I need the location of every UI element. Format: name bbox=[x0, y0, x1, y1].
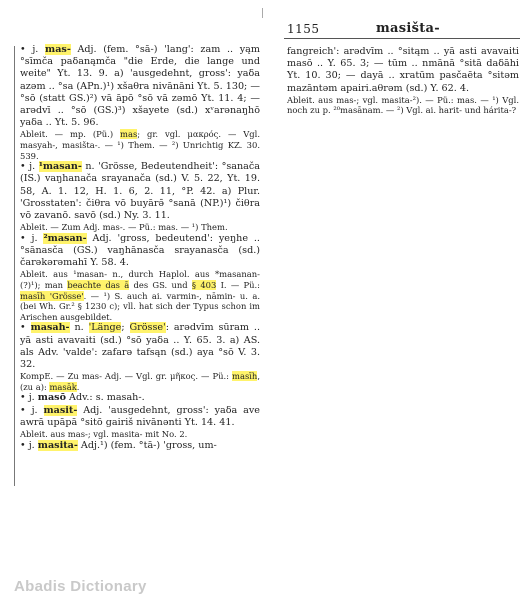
entry-text bbox=[20, 392, 260, 404]
text-segment: des GS. und bbox=[129, 280, 192, 291]
text-segment: Ableit. — Zum Adj. mas-. — Pü.: mas. — ¹) Them. bbox=[20, 222, 228, 233]
running-title: masišta- bbox=[376, 21, 440, 36]
text-segment: • j. bbox=[20, 161, 39, 173]
highlighted-term: masāk bbox=[49, 381, 77, 392]
text-segment: n. 'Grösse, Bedeutendheit': °sanača (IS.) vaŋhanača srayanača (sd.) V. 5. 22, Yt. 19. 58, A. 1. 12, H. 1. 6, 2. 11, °P. 42. a) Plur. 'Grosstaten': čiθra vō buyārə̄ °sanā (NP.)¹) čiθra vō zavanō. savō (sd.) Ny. 3. 11. bbox=[20, 161, 260, 222]
text-segment: Adj.¹) (fem. °tā-) 'gross, um- bbox=[77, 439, 217, 451]
entry-note bbox=[20, 222, 260, 233]
text-segment: n. bbox=[69, 322, 89, 334]
entry-note bbox=[287, 95, 519, 116]
highlighted-term: masah- bbox=[30, 322, 70, 334]
text-segment: ; gr. vgl. μακρός. — Vgl. masyah-, masišta-. — ¹) Them. — ²) Unrichtig KZ. 30. 539. bbox=[20, 129, 260, 161]
entry-note bbox=[20, 129, 260, 161]
highlighted-term: ²masan- bbox=[43, 232, 87, 244]
highlighted-term: Grösse' bbox=[129, 322, 166, 334]
highlighted-term: mas- bbox=[45, 44, 71, 55]
text-segment: • j. bbox=[20, 439, 38, 451]
highlighted-term: masit- bbox=[43, 404, 78, 416]
text-segment: Adj. (fem. °sā-) 'lang': zam .. yąm °sīmča paδanąmča "die Erde, die lange und weite" Yt. 13. 9. a) 'ausgedehnt, gross': yaδa azəm .. °sa (APn.)¹) xšaθra nivānāni Yt. 5. 130; — °sō (statt GS.)²) vā āpō °sō vā zəmō Yt. 11. 4; — arədvī .. °sō (GS.)³) xšayete (sd.) xᵛarənaŋhō yaδa .. Yt. 5. 96. bbox=[20, 44, 260, 129]
highlighted-term: masīh 'Grösse' bbox=[20, 290, 84, 301]
entry-text bbox=[20, 405, 260, 429]
entry-text bbox=[287, 46, 519, 95]
text-segment: • j. bbox=[20, 404, 44, 416]
entry-text bbox=[20, 44, 260, 129]
entry-text bbox=[20, 161, 260, 222]
highlighted-term: mas bbox=[120, 129, 138, 140]
text-segment: • j. bbox=[20, 232, 44, 244]
entry-note bbox=[20, 429, 260, 440]
left-margin-rule bbox=[14, 46, 15, 486]
entry-note bbox=[20, 371, 260, 392]
text-segment: Adv.: s. masah-. bbox=[65, 392, 145, 404]
text-segment: . bbox=[76, 381, 80, 392]
highlighted-term: § 403 bbox=[191, 280, 217, 291]
entry-text bbox=[20, 440, 260, 452]
entry-note bbox=[20, 269, 260, 322]
watermark: Abadis Dictionary bbox=[14, 578, 147, 595]
text-segment: fangreich': arədvīm .. °sitąm .. yā asti avavaiti masō .. Y. 65. 3; — tūm .. nmānā °sitā daδāhi Yt. 10. 30; — dayā .. xratūm pasčaēta °sitəm mazāntəm apairi.aθrəm (sd.) Y. 62. 4. bbox=[287, 46, 519, 94]
right-column bbox=[287, 46, 519, 116]
text-segment: • bbox=[20, 322, 31, 334]
entry-text bbox=[20, 233, 260, 270]
column-tick bbox=[262, 8, 263, 18]
highlighted-term: beachte das ā bbox=[67, 280, 130, 291]
text-segment: Ableit. aus mas-; vgl. masita-²). — Pü.: mas. — ¹) Vgl. noch zu p. ²⁰masānam. — ²) Vgl. ai. harit- und hárita-? bbox=[287, 94, 519, 116]
text-segment: I. — Pü.: bbox=[216, 280, 261, 291]
highlighted-term: masīh bbox=[232, 371, 258, 382]
text-segment: , (zu a): bbox=[20, 371, 260, 392]
text-segment: . — ¹) S. auch ai. varmin-, nāmin- u. a. (bei Wh. Gr.² § 1230 c); vll. hat sich der Typus schon im Arischen ausgebildet. bbox=[20, 290, 260, 322]
text-segment: Ableit. aus mas-; vgl. masita- mit No. 2. bbox=[20, 429, 188, 439]
text-segment: Ableit. — mp. (Pü.) bbox=[20, 129, 121, 140]
text-segment: ; bbox=[121, 322, 130, 334]
text-segment: : arədvīm sūram .. yā asti avavaiti (sd.) °sō yaδa .. Y. 65. 3. a) AS. als Adv. 'valde': zafarə tafsąn (sd.) aya °sō V. 3. 32. bbox=[20, 322, 260, 370]
text-segment: • j. bbox=[20, 44, 46, 55]
header-rule bbox=[284, 38, 520, 39]
entry-text bbox=[20, 322, 260, 371]
highlighted-term: 'Länge bbox=[88, 322, 122, 334]
headword: masō bbox=[37, 392, 66, 404]
text-segment: Ableit. aus ¹masan- n., durch Haplol. aus *masanan-(?)¹); man bbox=[20, 269, 260, 291]
text-segment: Adj. 'gross, bedeutend': yeŋhe .. °sānasča (GS.) vaŋhānasča srayanasča (sd.) čarəkərəmahī Y. 58. 4. bbox=[20, 232, 260, 269]
page-number: 1155 bbox=[287, 22, 320, 36]
highlighted-term: masita- bbox=[37, 439, 78, 451]
highlighted-term: ¹masan- bbox=[38, 161, 82, 173]
left-column bbox=[20, 44, 260, 452]
text-segment: • j. bbox=[20, 392, 38, 404]
text-segment: KompE. — Zu mas- Adj. — Vgl. gr. μῆκος. — Pü.: bbox=[20, 371, 233, 382]
text-segment: Adj. 'ausgedehnt, gross': yaδa ave awrā upāpā °sitō gairiš nivānənti Yt. 14. 41. bbox=[20, 404, 260, 428]
